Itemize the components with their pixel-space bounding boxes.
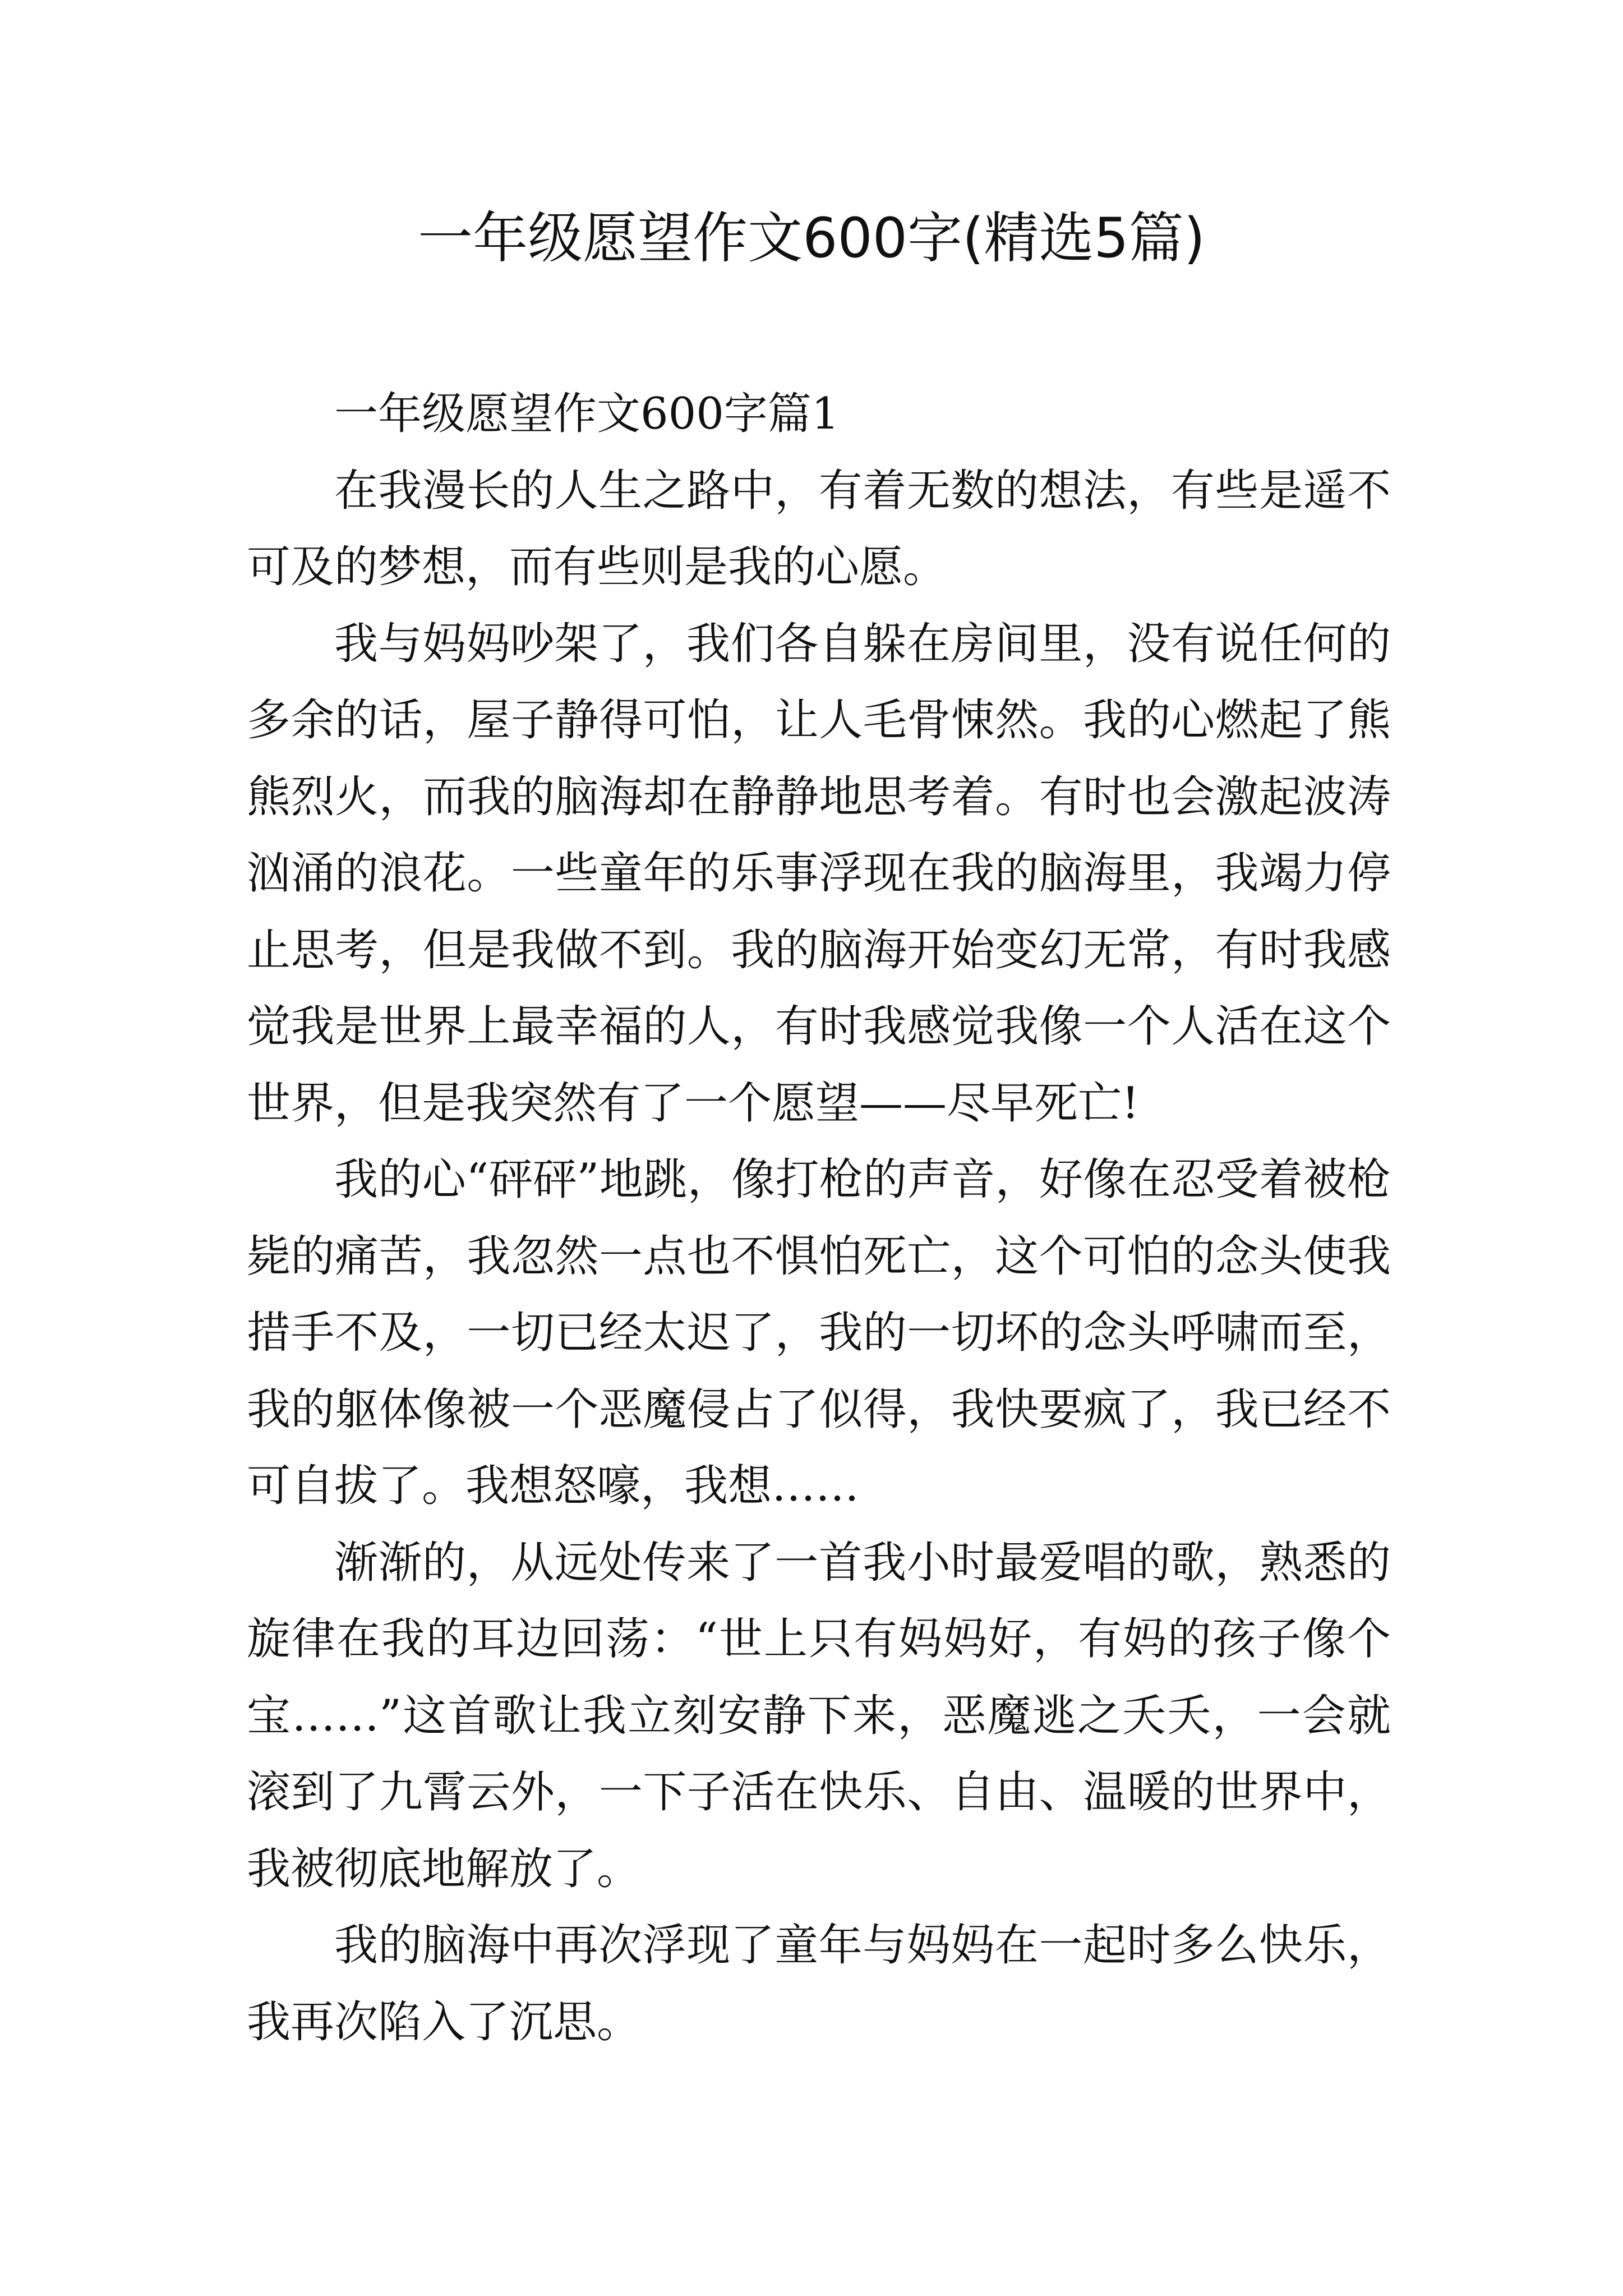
section-heading: 一年级愿望作文600字篇1: [334, 389, 840, 439]
document-title: 一年级愿望作文600字(精选5篇): [418, 206, 1205, 270]
document-body: [247, 376, 1391, 2060]
paragraph-3: 我的心“砰砰”地跳，像打枪的声音，好像在忍受着被枪毙的痛苦，我忽然一点也不惧怕死亡，这个可怕的念头使我措手不及，一切已经太迟了，我的一切坏的念头呼啸而至，我的躯体像被一个恶魔侵占了似得，我快要疯了，我已经不可自拔了。我想怒嚎，我想……: [247, 1154, 1391, 1511]
paragraph-5: 我的脑海中再次浮现了童年与妈妈在一起时多么快乐，我再次陷入了沉思。: [247, 1920, 1391, 2047]
paragraph-4: 渐渐的，从远处传来了一首我小时最爱唱的歌，熟悉的旋律在我的耳边回荡：“世上只有妈妈好，有妈的孩子像个宝……”这首歌让我立刻安静下来，恶魔逃之夭夭，一会就滚到了九霄云外，一下子活在快乐、自由、温暖的世界中，我被彻底地解放了。: [247, 1537, 1391, 1894]
paragraph-1: 在我漫长的人生之路中，有着无数的想法，有些是遥不可及的梦想，而有些则是我的心愿。: [247, 465, 1391, 592]
paragraph-2: 我与妈妈吵架了，我们各自躲在房间里，没有说任何的多余的话，屋子静得可怕，让人毛骨悚然。我的心燃起了熊熊烈火，而我的脑海却在静静地思考着。有时也会激起波涛汹涌的浪花。一些童年的乐事浮现在我的脑海里，我竭力停止思考，但是我做不到。我的脑海开始变幻无常，有时我感觉我是世界上最幸福的人，有时我感觉我像一个人活在这个世界，但是我突然有了一个愿望——尽早死亡!: [247, 618, 1391, 1129]
